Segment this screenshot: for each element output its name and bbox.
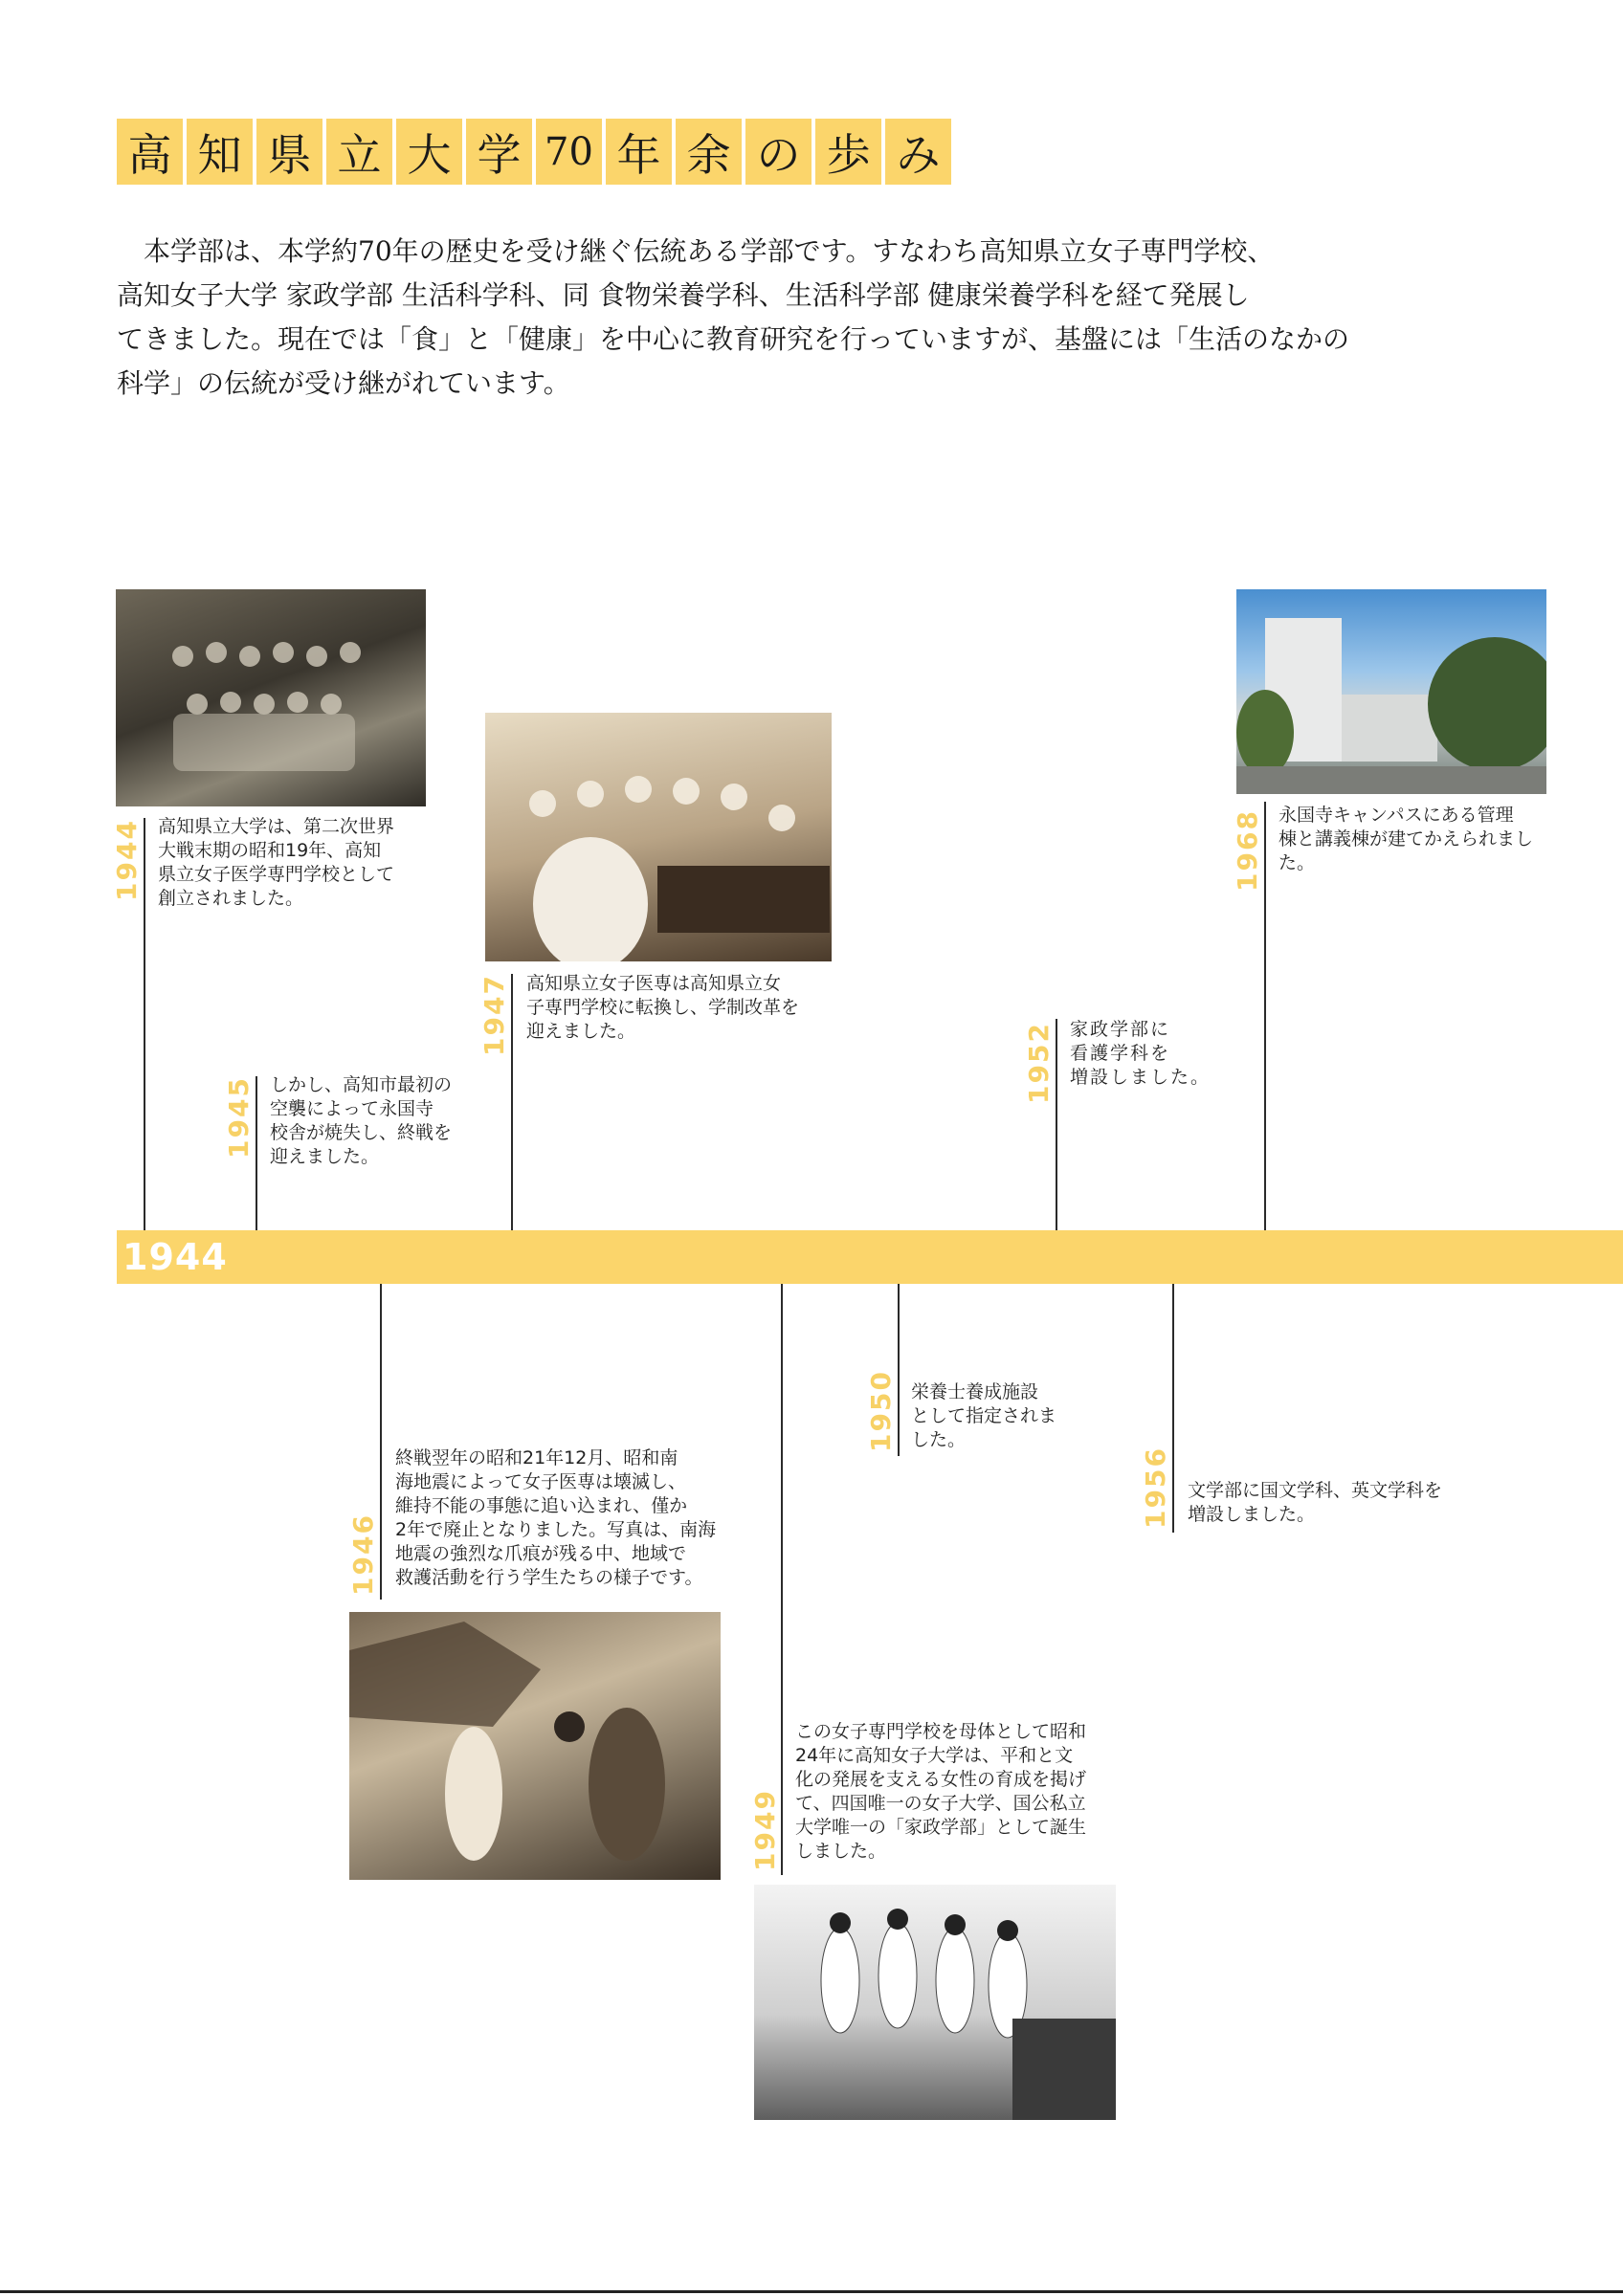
- timeline-line-1968: [1264, 802, 1266, 1230]
- year-label: 1952: [1023, 1022, 1055, 1104]
- title-char: 立: [326, 119, 392, 185]
- bottom-rule: [0, 2290, 1623, 2293]
- timeline-line-1949: [781, 1284, 783, 1875]
- campus-photo-icon: [1236, 589, 1546, 794]
- title-char: み: [885, 119, 951, 185]
- event-caption: 高知県立女子医専は高知県立女 子専門学校に転換し、学制改革を 迎えました。: [526, 973, 800, 1042]
- photo-1944-group: [116, 589, 426, 806]
- title-char: 高: [117, 119, 183, 185]
- title-char: の: [745, 119, 812, 185]
- timeline-line-1956: [1172, 1284, 1174, 1533]
- title-char: 県: [256, 119, 322, 185]
- timeline-line-1945: [256, 1076, 257, 1230]
- event-caption: しかし、高知市最初の 空襲によって永国寺 校舎が焼失し、終戦を 迎えました。: [270, 1074, 453, 1167]
- timeline-line-1947: [511, 974, 513, 1230]
- timeline-line-1944: [144, 818, 145, 1230]
- event-caption: この女子専門学校を母体として昭和 24年に高知女子大学は、平和と文 化の発展を支える女性の育成を掲げ て、四国唯一の女子大学、国公私立 大学唯一の「家政学部」として誕生 しました。: [795, 1721, 1087, 1862]
- year-label: 1949: [749, 1789, 781, 1871]
- timeline-band-year: 1944: [122, 1236, 228, 1278]
- intro-paragraph: 本学部は、本学約70年の歴史を受け継ぐ伝統ある学部です。すなわち高知県立女子専門学校、 高知女子大学 家政学部 生活科学科、同 食物栄養学科、生活科学部 健康栄養学科を経て発展し てきました。現在では「食」と「健康」を中心に教育研究を行っていますが、基盤には「生活のなかの 科学」の伝統が受け継がれています。: [117, 235, 1350, 399]
- event-caption: 高知県立大学は、第二次世界 大戦末期の昭和19年、高知 県立女子医学専門学校として 創立されました。: [158, 816, 395, 909]
- page-title: [117, 119, 951, 185]
- timeline-band: [117, 1230, 1623, 1284]
- group-photo-icon: [116, 589, 426, 806]
- event-caption: 永国寺キャンパスにある管理 棟と講義棟が建てかえられまし た。: [1278, 805, 1534, 873]
- year-label: 1947: [478, 974, 510, 1056]
- title-char: 歩: [815, 119, 881, 185]
- title-char: 知: [187, 119, 253, 185]
- photo-1968-campus: [1236, 589, 1546, 794]
- event-caption: 家政学部に 看護学科を 増設しました。: [1070, 1019, 1212, 1088]
- year-label: 1945: [223, 1076, 255, 1159]
- students-photo-icon: [754, 1885, 1116, 2120]
- event-caption: 文学部に国文学科、英文学科を 増設しました。: [1188, 1480, 1443, 1525]
- event-caption: 終戦翌年の昭和21年12月、昭和南 海地震によって女子医専は壊滅し、 維持不能の事態に追い込まれ、僅か 2年で廃止となりました。写真は、南海 地震の強烈な爪痕が残る中、地域で 救護活動を行う学生たちの様子です。: [395, 1447, 717, 1588]
- timeline-line-1946: [380, 1284, 382, 1600]
- photo-1946-relief: [349, 1612, 721, 1880]
- relief-photo-icon: [349, 1612, 721, 1880]
- event-caption: 栄養士養成施設 として指定されま した。: [911, 1381, 1057, 1450]
- title-char: 年: [606, 119, 672, 185]
- year-label: 1944: [111, 819, 143, 901]
- title-char: 余: [676, 119, 742, 185]
- timeline-line-1952: [1056, 1019, 1057, 1230]
- title-char: 70: [536, 119, 602, 185]
- timeline-line-1950: [898, 1284, 900, 1456]
- photo-1947-lab: [485, 713, 832, 961]
- year-label: 1956: [1140, 1446, 1171, 1529]
- title-char: 学: [466, 119, 532, 185]
- year-label: 1950: [865, 1370, 897, 1452]
- year-label: 1946: [347, 1513, 379, 1596]
- year-label: 1968: [1232, 809, 1263, 892]
- title-char: 大: [396, 119, 462, 185]
- photo-1949-students: [754, 1885, 1116, 2120]
- lab-photo-icon: [485, 713, 832, 961]
